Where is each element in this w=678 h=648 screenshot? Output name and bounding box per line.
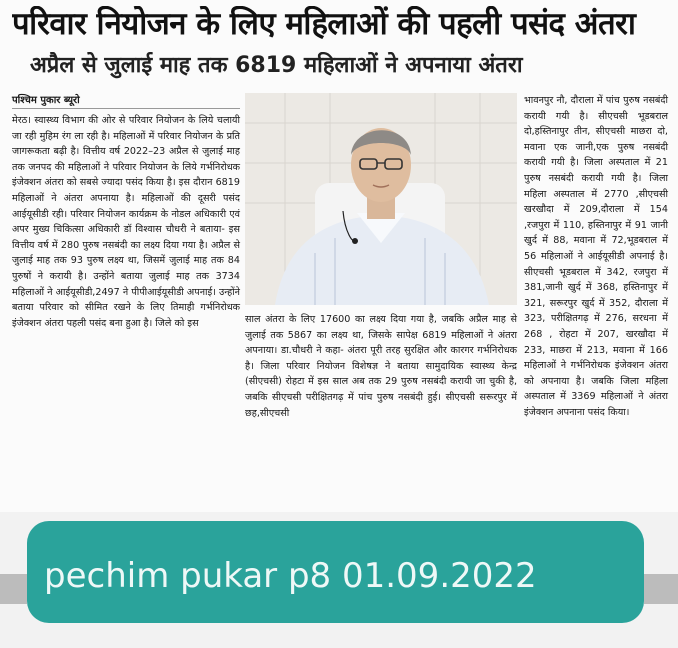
column-2-text: साल अंतरा के लिए 17600 का लक्ष्य दिया गया है, जबकि अप्रैल माह से जुलाई तक 5867 का लक्ष्य था, जिसके सापेक्ष 6819 महिलाओं ने अंतरा अपनाया। डा.चौधरी ने कहा- अंतरा पूरी तरह सुरक्षित और कारगर गर्भनिरोधक है। जिला परिवार नियोजन विशेषज्ञ ने बताया सामुदायिक स्वास्थ्य केन्द्र (सीएचसी) रोहटा में इस साल अब तक 29 पुरुष नसबंदी करायी जा चुकी है, जबकि सीएचसी परीक्षितगढ़ में पांच पुरुष नसबंदी हुई। सीएचसी सरूरपुर में छह,सीएचसी [245,314,517,419]
byline-rule [12,108,240,109]
official-photo [245,93,517,305]
portrait-illustration [245,93,517,305]
subheadline: अप्रैल से जुलाई माह तक 6819 महिलाओं ने अपनाया अंतरा [30,53,523,78]
column-3-text: भावनपुर नौ, दौराला में पांच पुरुष नसबंदी करायी गयी है। सीएचसी भूडबराल दो,हस्तिनापुर तीन, सीएचसी माछरा दो, मवाना एक जानी,एक पुरुष नसबंदी करायी गयी है। जिला अस्पताल में 21 पुरुष नसबंदी करायी गयी है। जिला महिला अस्पताल में 2770 ,सीएचसी खरखौदा में 209,दौराला में 154 ,रजपुरा में 110, हस्तिनापुर में 91 जानी खुर्द में 88, मवाना में 72,भूडबराल में 56 महिलाओं ने आईयूसीडी अपनाई है। सीएचसी भूडबराल में 342, रजपुरा में 381,जानी खुर्द में 368, हस्तिनापुर में 321, सरूरपुर खुर्द में 352, दौराला में 323, परीक्षितगढ़ में 276, सरधना में 268 , रोहटा में 207, खरखौदा में 233, माछरा में 213, मवाना में 166 महिलाओं ने गर्भनिरोधक इंजेक्शन अंतरा को अपनाया है। जबकि जिला महिला अस्पताल में 3369 महिलाओं ने अंतरा इंजेक्शन अपनाना पसंद किया। [524,95,668,418]
article-column-2 [245,312,517,421]
background-strip-left [0,574,27,604]
caption-text: pechim pukar p8 01.09.2022 [44,556,537,596]
article-column-3 [524,93,668,420]
byline: पश्चिम पुकार ब्यूरो [12,95,80,106]
column-1-text: मेरठ। स्वास्थ्य विभाग की ओर से परिवार नियोजन के लिये चलायी जा रही मुहिम रंग ला रही है। महिलाओं में परिवार नियोजन के प्रति जागरूकता बढ़ी है। वित्तीय वर्ष 2022–23 अप्रैल से जुलाई माह तक जनपद की महिलाओं ने परिवार नियोजन के लिये गर्भनिरोधक इंजेक्शन अंतरा को सबसे ज्यादा पसंद किया है। इस दौरान 6819 महिलाओं ने अंतरा अपनाया है। महिलाओं की दूसरी पसंद आईयूसीडी रही। परिवार नियोजन कार्यक्रम के नोडल अधिकारी एवं अपर मुख्य चिकित्सा अधिकारी डॉ विश्वास चौधरी ने बताया- इस वित्तीय वर्ष में 280 पुरुष नसबंदी का लक्ष्य दिया गया है। अप्रैल से जुलाई माह तक 93 पुरुष लक्ष्य था, जिसमें जुलाई माह तक 84 पुरुषों ने करायी है। उन्होंने बताया जुलाई माह तक 3734 महिलाओं ने आईयूसीडी,2497 ने पीपीआईयूसीडी अपनाई। उन्होंने बताया परिवार को सीमित रखने के लिए तिमाही गर्भनिरोधक इंजेक्शन अंतरा पहली पसंद बना हुआ है। जिले को इस [12,115,240,329]
headline: परिवार नियोजन के लिए महिलाओं की पहली पसंद अंतरा [12,6,636,42]
article-column-1 [12,113,240,331]
background-strip-right [644,574,678,604]
